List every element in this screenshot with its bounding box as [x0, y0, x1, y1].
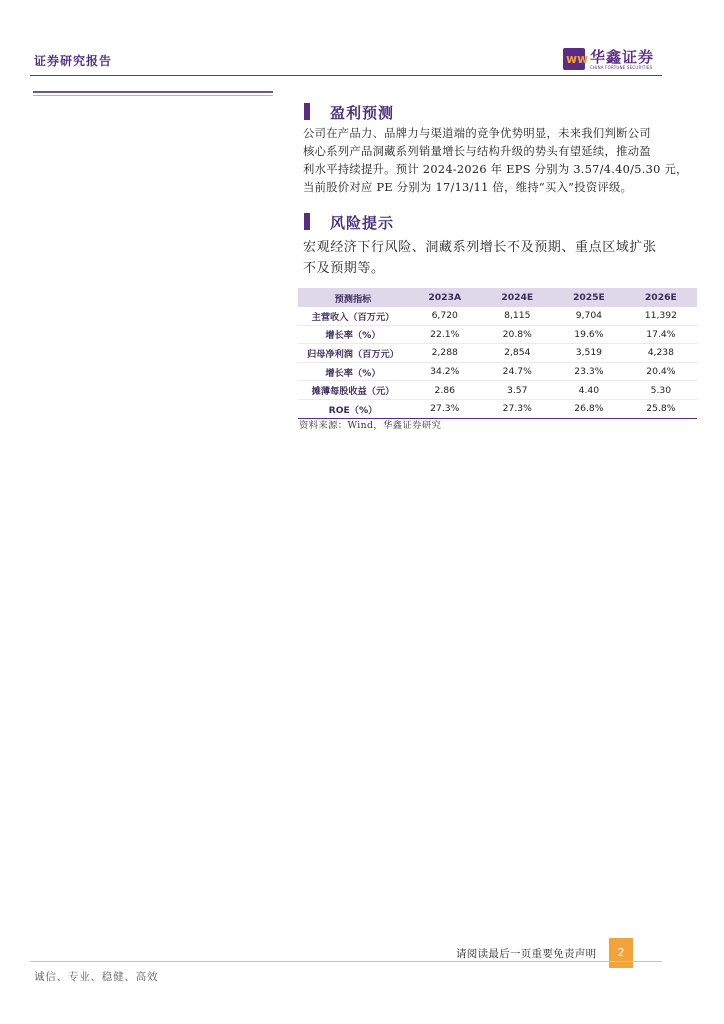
- row-label: 归母净利润（百万元）: [298, 344, 408, 363]
- table-row: [298, 307, 697, 325]
- forecast-table: [298, 288, 697, 419]
- row-label: 增长率（%）: [298, 362, 408, 381]
- row-label: 增长率（%）: [298, 325, 408, 344]
- column-header: 预测指标: [298, 288, 408, 307]
- section-marker-icon: [304, 213, 310, 230]
- table-cell: 26.8%: [553, 399, 625, 418]
- sidebar-divider: [33, 91, 273, 93]
- table-cell: 22.1%: [408, 325, 481, 344]
- disclaimer-link[interactable]: 请阅读最后一页重要免责声明: [456, 948, 597, 960]
- table-cell: 8,115: [481, 307, 553, 325]
- text-line: 公司在产品力、品牌力与渠道端的竞争优势明显，未来我们判断公司: [303, 127, 651, 140]
- text-line: 当前股价对应 PE 分别为 17/13/11 倍，维持“买入”投资评级。: [303, 181, 633, 194]
- header-divider: [30, 75, 662, 76]
- table-cell: 2.86: [408, 381, 481, 400]
- page-number-badge: 2: [609, 938, 633, 968]
- table-cell: 11,392: [625, 307, 697, 325]
- table-cell: 24.7%: [481, 362, 553, 381]
- table-cell: 4.40: [553, 381, 625, 400]
- section-title-profit: 盈利预测: [330, 104, 395, 122]
- table-row: [298, 399, 697, 418]
- profit-forecast-paragraph: [303, 125, 703, 197]
- table-source-note: 资料来源：Wind，华鑫证券研究: [299, 420, 442, 431]
- column-header: 2024E: [481, 288, 553, 307]
- table-cell: 6,720: [408, 307, 481, 325]
- row-label: 摊薄每股收益（元）: [298, 381, 408, 400]
- column-header: 2023A: [408, 288, 481, 307]
- row-label: ROE（%）: [298, 399, 408, 418]
- text-line: 核心系列产品洞藏系列销量增长与结构升级的势头有望延续，推动盈: [303, 145, 651, 158]
- table-cell: 3,519: [553, 344, 625, 363]
- text-line: 利水平持续提升。预计 2024-2026 年 EPS 分别为 3.57/4.40/5.30 元，: [303, 163, 688, 176]
- table-cell: 20.8%: [481, 325, 553, 344]
- table-cell: 5.30: [625, 381, 697, 400]
- table-row: [298, 381, 697, 400]
- section-title-risk: 风险提示: [330, 214, 395, 232]
- table-cell: 27.3%: [481, 399, 553, 418]
- table-cell: 34.2%: [408, 362, 481, 381]
- table-cell: 2,288: [408, 344, 481, 363]
- logo-text-cn: 华鑫证券: [590, 48, 655, 66]
- table-cell: 19.6%: [553, 325, 625, 344]
- table-cell: 9,704: [553, 307, 625, 325]
- column-header: 2025E: [553, 288, 625, 307]
- company-logo: [563, 46, 663, 74]
- table-cell: 20.4%: [625, 362, 697, 381]
- table-row: [298, 344, 697, 363]
- table-cell: 17.4%: [625, 325, 697, 344]
- row-label: 主营收入（百万元）: [298, 307, 408, 325]
- logo-mark-icon: ww: [563, 48, 585, 70]
- risk-paragraph: [303, 237, 703, 279]
- footer-divider: [30, 961, 662, 962]
- table-cell: 2,854: [481, 344, 553, 363]
- footer-slogan: 诚信、专业、稳健、高效: [34, 971, 159, 983]
- column-header: 2026E: [625, 288, 697, 307]
- table-header-row: [298, 288, 697, 307]
- logo-text-en: CHINA FORTUNE SECURITIES: [590, 65, 653, 70]
- table-cell: 25.8%: [625, 399, 697, 418]
- sidebar-divider-thin: [33, 95, 273, 96]
- report-type-label: 证券研究报告: [34, 54, 113, 68]
- table-cell: 3.57: [481, 381, 553, 400]
- text-line: 不及预期等。: [303, 261, 385, 276]
- table-cell: 4,238: [625, 344, 697, 363]
- table-cell: 23.3%: [553, 362, 625, 381]
- text-line: 宏观经济下行风险、洞藏系列增长不及预期、重点区域扩张: [303, 240, 657, 255]
- table-row: [298, 362, 697, 381]
- section-marker-icon: [304, 103, 310, 120]
- table-cell: 27.3%: [408, 399, 481, 418]
- table-row: [298, 325, 697, 344]
